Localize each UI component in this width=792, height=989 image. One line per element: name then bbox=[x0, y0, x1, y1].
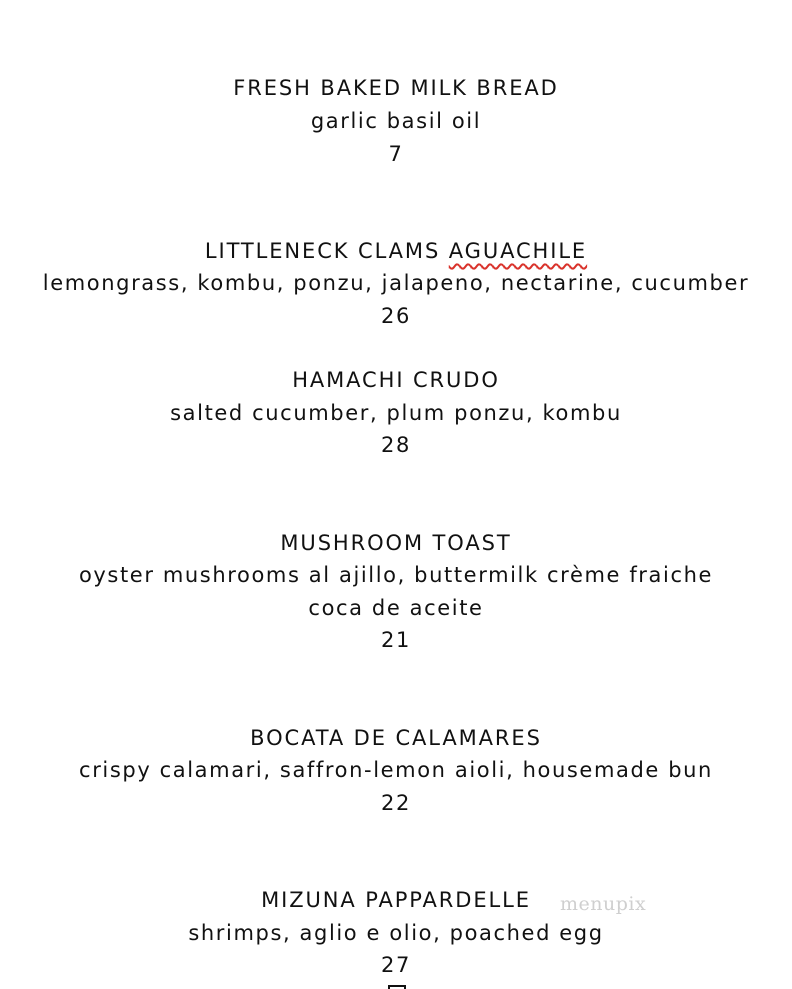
menu-item-price: 22 bbox=[381, 791, 411, 815]
menu-item-name: MUSHROOM TOAST bbox=[280, 531, 512, 555]
menu-item-name: BOCATA DE CALAMARES bbox=[250, 726, 542, 750]
watermark-logo: menupix bbox=[560, 893, 647, 915]
menu-item-price: 27 bbox=[381, 953, 411, 977]
menu-item-description: lemongrass, kombu, ponzu, jalapeno, nectarine, cucumber bbox=[42, 271, 750, 295]
menu-item-description: garlic basil oil bbox=[310, 109, 482, 133]
menu-item-description: oyster mushrooms al ajillo, buttermilk crème fraiche bbox=[78, 563, 714, 587]
next-item-fragment bbox=[388, 985, 406, 989]
menu-item-price: 28 bbox=[381, 433, 411, 457]
menu-item-price: 21 bbox=[381, 628, 411, 652]
menu-item-name: MIZUNA PAPPARDELLE bbox=[261, 888, 531, 912]
menu-item-description: salted cucumber, plum ponzu, kombu bbox=[170, 401, 622, 425]
menu-item-description: crispy calamari, saffron-lemon aioli, housemade bun bbox=[79, 758, 713, 782]
menu-item-name bbox=[0, 237, 792, 265]
menu-item-price: 26 bbox=[381, 304, 411, 328]
menu-item-name: FRESH BAKED MILK BREAD bbox=[233, 76, 559, 100]
menu-item-name: HAMACHI CRUDO bbox=[292, 368, 500, 392]
spellcheck-flagged-word: AGUACHILE bbox=[448, 239, 588, 263]
menu-item-price: 7 bbox=[388, 142, 404, 166]
menu-item-description: shrimps, aglio e olio, poached egg bbox=[188, 921, 604, 945]
menu-item-name-part: LITTLENECK CLAMS bbox=[204, 239, 449, 263]
menu-item-description: coca de aceite bbox=[308, 596, 484, 620]
